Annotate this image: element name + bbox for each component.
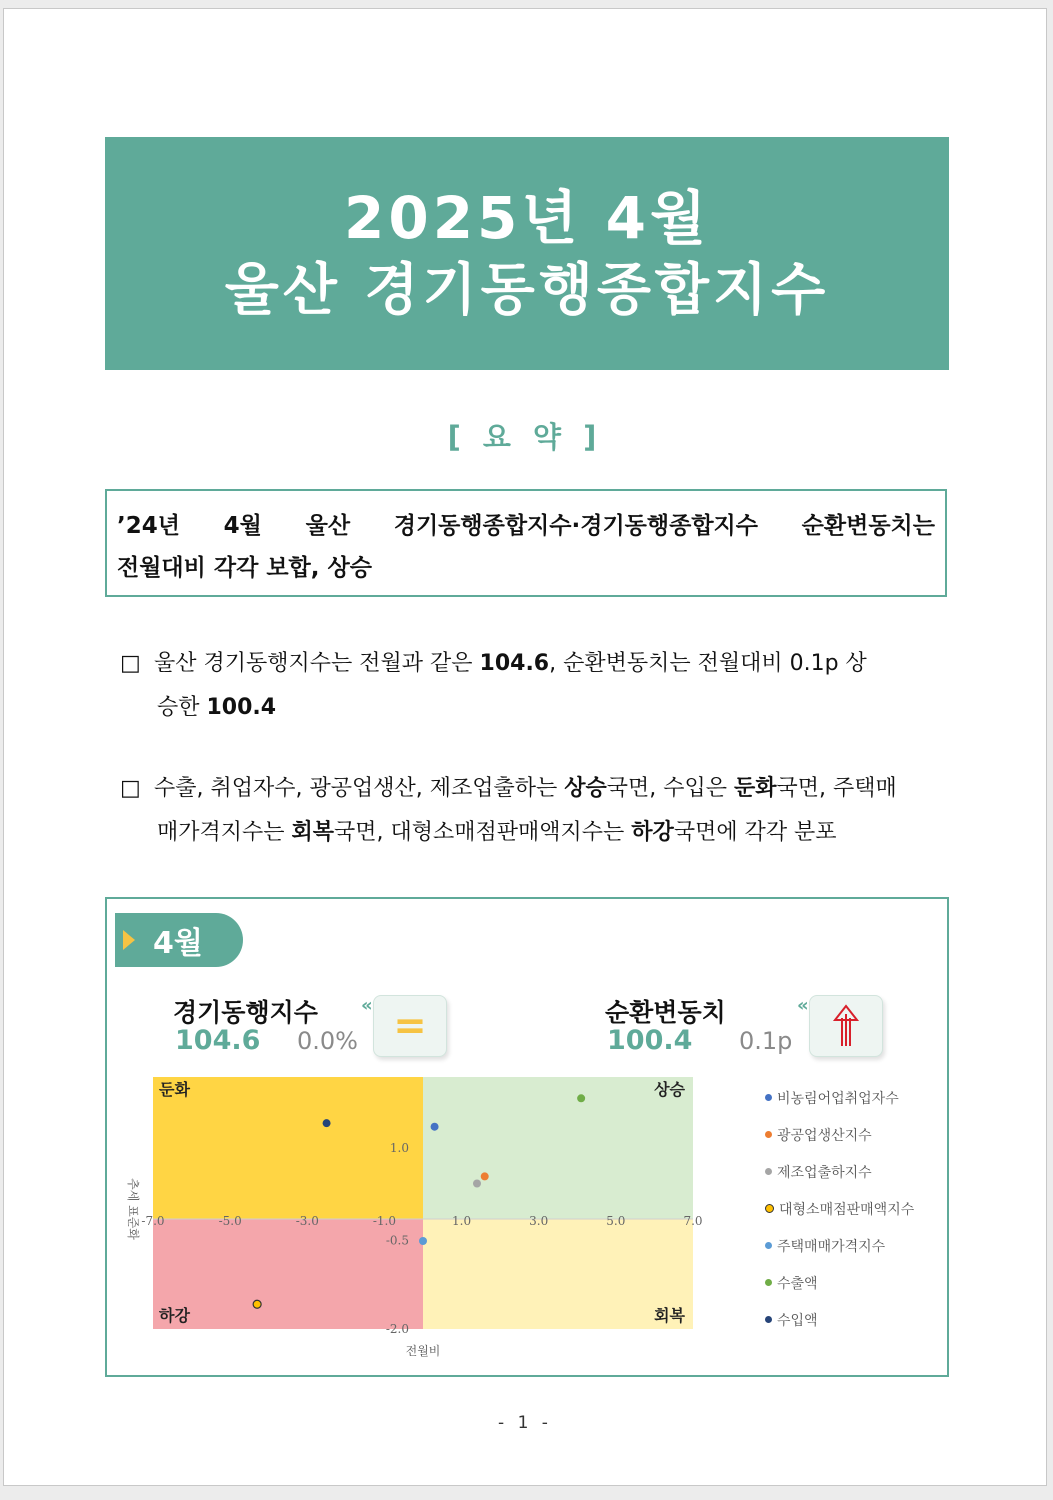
y-tick-label: -2.0 (385, 1322, 409, 1336)
document-page (3, 8, 1047, 1486)
legend-dot (765, 1316, 772, 1323)
legend-dot (765, 1242, 772, 1249)
legend-dot (765, 1168, 772, 1175)
bullet-bold-phase: 둔화 (734, 776, 777, 801)
bullet-bold-phase: 회복 (291, 820, 335, 845)
x-tick-label: 1.0 (452, 1214, 472, 1228)
bullet-bold-phase: 상승 (564, 776, 607, 801)
legend-item (765, 1153, 914, 1190)
quadrant-contraction (153, 1219, 423, 1329)
x-axis-label: 전월비 (405, 1344, 441, 1358)
bullet-bold-value: 104.6 (479, 651, 550, 676)
checkbox-marker: □ (120, 776, 141, 801)
indicator-value-left: 104.6 (175, 1025, 261, 1056)
legend-item (765, 1227, 914, 1264)
bullet-point-2 (120, 767, 948, 855)
bullet-text: 국면, 대형소매점판매액지수는 (334, 820, 632, 845)
quadrant-label-top-left: 둔화 (159, 1080, 190, 1099)
chart-legend (765, 1079, 914, 1338)
x-tick-label: 3.0 (529, 1214, 549, 1228)
indicator-change-right: 0.1p (739, 1027, 793, 1055)
indicator-change-left: 0.0% (297, 1027, 358, 1055)
y-tick-label: 1.0 (389, 1141, 409, 1155)
legend-dot (765, 1131, 772, 1138)
title-banner (105, 137, 949, 370)
legend-item (765, 1079, 914, 1116)
x-tick-label: -1.0 (372, 1214, 396, 1228)
quadrant-expansion (423, 1077, 693, 1219)
headline-line-1: ’24년 4월 울산 경기동행종합지수·경기동행종합지수 순환변동치는 (117, 513, 935, 539)
legend-label: 광공업생산지수 (777, 1127, 872, 1144)
double-chevron-left-icon: « (797, 995, 809, 1016)
legend-dot (765, 1204, 774, 1213)
bullet-text: 울산 경기동행지수는 전월과 같은 (154, 651, 480, 676)
indicator-label-left: 경기동행지수 (173, 998, 318, 1027)
x-tick-label: -7.0 (141, 1214, 165, 1228)
legend-item (765, 1190, 914, 1227)
data-point (431, 1123, 439, 1131)
bullet-text: 국면에 각각 분포 (673, 820, 837, 845)
legend-label: 대형소매점판매액지수 (779, 1201, 915, 1218)
data-point (577, 1094, 585, 1102)
bullet-bold-value: 100.4 (206, 695, 277, 720)
y-axis-label: 추세 표준화 (126, 1178, 140, 1240)
quadrant-label-top-right: 상승 (654, 1080, 685, 1099)
quadrant-label-bottom-right: 회복 (654, 1306, 685, 1325)
bullet-text: 국면, 수입은 (606, 776, 735, 801)
quadrant-scatter-chart (107, 1073, 747, 1373)
bullet-text: 승한 (157, 695, 207, 720)
equals-icon: = (373, 995, 447, 1057)
quadrant-recovery (423, 1219, 693, 1329)
bullet-point-1 (120, 642, 948, 730)
legend-item (765, 1116, 914, 1153)
data-point (481, 1172, 489, 1180)
legend-label: 제조업출하지수 (777, 1164, 872, 1181)
legend-label: 비농림어업취업자수 (777, 1090, 899, 1107)
data-point (323, 1119, 331, 1127)
quadrant-slowdown (153, 1077, 423, 1219)
headline-box (105, 489, 947, 597)
x-tick-label: -5.0 (218, 1214, 242, 1228)
checkbox-marker: □ (120, 651, 141, 676)
legend-dot (765, 1279, 772, 1286)
legend-label: 수입액 (777, 1312, 818, 1329)
up-arrow-icon (809, 995, 883, 1057)
headline-line-2: 전월대비 각각 보합, 상승 (117, 555, 372, 581)
summary-heading: [ 요 약 ] (447, 420, 603, 454)
bullet-text: 매가격지수는 (157, 820, 292, 845)
legend-label: 주택매매가격지수 (777, 1238, 886, 1255)
double-chevron-left-icon: « (361, 995, 373, 1016)
legend-item (765, 1264, 914, 1301)
triangle-right-icon (123, 930, 135, 950)
bullet-text: 국면, 주택매 (776, 776, 897, 801)
x-tick-label: 5.0 (606, 1214, 626, 1228)
chart-panel (105, 897, 949, 1377)
indicator-label-right: 순환변동치 (605, 998, 726, 1027)
legend-item (765, 1301, 914, 1338)
bullet-bold-phase: 하강 (631, 820, 674, 845)
month-tab-label: 4월 (153, 926, 203, 961)
bullet-text: , 순환변동치는 전월대비 0.1p 상 (549, 651, 867, 676)
legend-dot (765, 1094, 772, 1101)
data-point (473, 1180, 481, 1188)
title-line-2: 울산 경기동행종합지수 (224, 257, 830, 323)
quadrant-label-bottom-left: 하강 (159, 1306, 190, 1325)
month-tab (115, 913, 243, 967)
legend-label: 수출액 (777, 1275, 818, 1292)
y-tick-label: -0.5 (385, 1233, 409, 1248)
bullet-text: 수출, 취업자수, 광공업생산, 제조업출하는 (154, 776, 565, 801)
page-number: - 1 - (498, 1413, 552, 1433)
x-tick-label: -3.0 (295, 1214, 319, 1228)
data-point (253, 1300, 261, 1308)
data-point (419, 1237, 427, 1245)
x-tick-label: 7.0 (683, 1214, 703, 1228)
indicator-value-right: 100.4 (607, 1025, 693, 1056)
title-line-1: 2025년 4월 (343, 183, 711, 252)
